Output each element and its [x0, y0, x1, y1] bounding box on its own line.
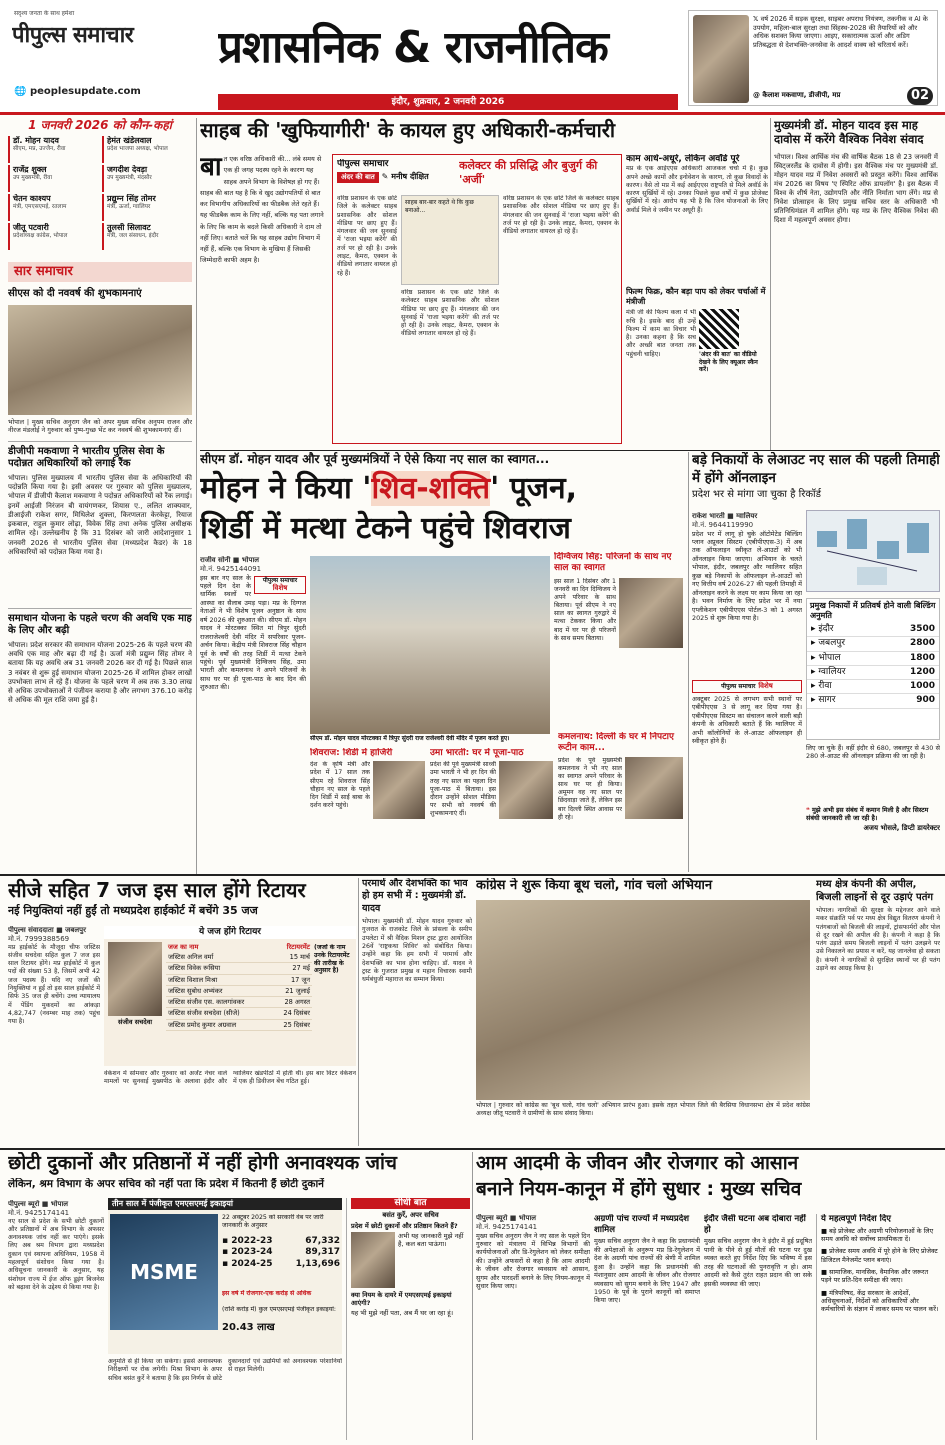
- cs-box-1-head: अग्रणी पांच राज्यों में मध्यप्रदेश शामिल: [594, 1214, 689, 1235]
- layout-subhead: प्रदेश भर से मांगा जा चुका है रिकॉर्ड: [692, 489, 821, 501]
- msme-story: [8, 1152, 470, 1440]
- saar-photo: [8, 305, 192, 415]
- who-where-name: चेतन काश्यप: [13, 194, 51, 203]
- judge-date: 25 दिसंबर: [272, 1019, 312, 1030]
- lead-divider: [688, 452, 689, 872]
- right-column-divider-top: [770, 118, 771, 450]
- cs-box-2: [704, 1214, 812, 1440]
- msme-byline: पीपुल्स ब्यूरो ■ भोपाल: [8, 1200, 69, 1208]
- judges-story: [8, 878, 356, 1146]
- cs-col-1: [476, 1214, 590, 1440]
- msme-chart-box: [108, 1198, 342, 1354]
- layout-note-box: [806, 806, 940, 870]
- cs-list-title: ये महत्वपूर्ण निर्देश दिए: [821, 1214, 891, 1224]
- list-item: ■ सामाजिक, मानसिक, वैमानिक और जरूरत पड़ने पर प्रति-दिन समीक्षा की जाए।: [821, 1267, 929, 1285]
- saar-body-2: भोपाल। पुलिस मुख्यालय में भारतीय पुलिस सेवा के अधिकारियों की पदोन्नति किया गया है। इसी अवसर पर गुरुवार को पुलिस मुख्यालय, भोपाल में डीजीपी कैलाश मकवाणा ने पदोन्नत अधिकारियों को रैंक लगाई। इनमें आईजी निरंजन बी वायंगणकर, शियास ए., ललित शाक्यवार, डीआईजी राकेश सगर, मिथिलेश शुक्ला, किरणलता केरकेट्टा, रियाज इकबाल, राहुल कुमार लोढ़ा, विवेक सिंह तथा अनेक पुलिस अधीक्षक शामिल रहे। उल्लेखनीय है कि 31 दिसंबर को जारी आदेशानुसार 1 जनवरी 2026 से भारतीय पुलिस सेवा (मध्यप्रदेश कैडर) के 18 अधिकारियों को पदोन्नत किया गया है।: [8, 473, 192, 556]
- msme-stat-row: [222, 1236, 340, 1247]
- lead-photo-caption: सीएम डॉ. मोहन यादव मोरटक्का में त्रिपुर सुंदरी राज राजेश्वरी देवी मंदिर में पूजन करते हुए।: [310, 735, 510, 742]
- judge-date: 15 मार्च: [272, 952, 312, 963]
- layout-brand: पीपुल्स समाचार: [721, 682, 756, 690]
- layout-byline: राकेश भारती ■ ग्वालियर: [692, 512, 758, 520]
- table-header-cell: रिटायरमेंट: [286, 943, 310, 951]
- top-story-side: [626, 154, 768, 448]
- lead-story: [200, 452, 684, 872]
- msme-label: MSME: [130, 1260, 198, 1284]
- msme-stat-note-2: (राशि करोड़ में) कुल एमएसएमई पंजीकृत इकाइयां:: [222, 1306, 336, 1313]
- top-story-body-a: त एक वरिष्ठ अधिकारी की... लंबे समय से एक ही जगह पदस्थ रहने के कारण यह साहब अपने विभाग के विशेषज्ञ हो गए हैं। साहब की बात यह है कि वे खुद उद्योगपतियों से बात कर विभागीय अधिकारियों का फीडबैक लेते रहते हैं। यह फीडबैक काम के लिए नहीं, बल्कि यह पता लगाने के लिए कि काम के बदले किसी अधिकारी ने दाम तो नहीं लिए। बताते चलें कि यह साहब उद्योग विभाग में नहीं हैं, बल्कि एक विभाग के मुखिया हैं जिसकी जिम्मेदारी काफी अहम है।: [200, 155, 324, 265]
- saar-body-3: भोपाल। प्रदेश सरकार की समाधान योजना 2025-26 के पहले चरण की अवधि एक माह और बढ़ा दी गई है। ऊर्जा मंत्री प्रद्युम्न सिंह तोमर ने बताया कि यह अवधि अब 31 जनवरी 2026 कर दी गई है। पिछले साल 3 नवंबर से शुरू हुई समाधान योजना 2025-26 में शामिल होकर लाखों उपभोक्ता लाभ ले रहे हैं। योजना के पहले चरण में अब तक 3.30 लाख से अधिक उपभोक्ताओं ने पंजीयन कराया है और लगभग 376.10 करोड़ से अधिक की मूल राशि जमा हुई है।: [8, 640, 192, 705]
- list-item: ■ बड़े प्रोजेक्ट और अग्रणी परियोजनाओं के लिए समय अवधि को सर्वोच्च प्राथमिकता दें।: [821, 1226, 934, 1243]
- top-story-headline: साहब की 'खुफियागीरी' के कायल हुए अधिकारी-कर्मचारी: [200, 118, 616, 142]
- judge-name: जस्टिस संजीव एस. कालगांवकर: [166, 997, 272, 1008]
- power-body: भोपाल। नागरिकों की सुरक्षा के मद्देनजर आने वाले मकर संक्रांति पर्व पर मध्य क्षेत्र विद्युत वितरण कंपनी ने पतंगबाजों को बिजली की लाइनों, ट्रांसफार्मरों और पोल से दूर रखने की अपील की है। कंपनी ने कहा है कि पतंग उड़ाते समय बिजली लाइनों में पतंग उलझने पर उसे निकालने का प्रयास न करें, यह जानलेवा हो सकता है। कंपनी ने नागरिकों से सुरक्षित स्थानों पर ही पतंग उड़ाने का आग्रह किया है।: [816, 907, 940, 973]
- cs-headline-1: आम आदमी के जीवन और रोजगार को आसान: [476, 1152, 799, 1174]
- cartoon: [401, 195, 499, 285]
- logo: पीपुल्स समाचार: [12, 23, 134, 48]
- digvijay-body: इस साल 1 दिसंबर और 1 जनवरी का दिन दिग्विजय ने अपने परिवार के साथ बिताया। पूर्व सीएम ने नए साल का स्वागत गुरुद्वारे में मत्था टेककर किया और बाद में घर पर ही परिजनों के साथ समय बिताया।: [554, 577, 616, 642]
- judge-name: जस्टिस अनिल वर्मा: [166, 952, 272, 963]
- power-headline: मध्य क्षेत्र कंपनी की अपील, बिजली लाइनों से दूर उड़ाएं पतंग: [816, 879, 934, 903]
- saar-headline-1: सीएस को दी नववर्ष की शुभकामनाएं: [8, 288, 142, 300]
- cm-invest-story: [774, 118, 938, 448]
- dropcap: बा: [200, 154, 222, 182]
- cs-box-2-body: मुख्य सचिव अनुराग जैन ने इंदौर में हुई प्रदूषित पानी के पीने से हुई मौतों की घटना पर दुख व्यक्त करते हुए निर्देश दिए कि भविष्य में इस तरह की घटनाओं की पुनरावृत्ति न हो। आम आदमी को कैसे तुरंत राहत प्रदान की जा सके इसकी व्यवस्था की जाए।: [704, 1237, 812, 1288]
- cs-box-1: [594, 1214, 700, 1440]
- table-cell-count: 1000: [881, 680, 939, 694]
- table-row: [807, 637, 939, 651]
- section-title: प्रशासनिक & राजनीतिक: [218, 22, 608, 73]
- who-where-item: [8, 136, 98, 163]
- judges-side-note: (जजों के नाम उनके रिटायरमेंट की तारीख के अनुसार है): [314, 944, 350, 975]
- mid-rule-1: [200, 450, 940, 451]
- judges-divider: [358, 878, 359, 1146]
- msme-stat-row: [222, 1247, 340, 1258]
- msme-col-1: [8, 1200, 104, 1440]
- layout-body-2: अक्टूबर 2025 से लगभग सभी स्थानों पर एबीपीएएस 3 से लागू कर दिया गया है। एबीपीएएस सिस्टम का संचालन करने वाली बड़ी कंपनी के अधिकारी बताते हैं कि ग्वालियर में अभी कॉलोनियों के ले-आउट ऑफलाइन ही स्वीकृत होने हैं।: [692, 694, 802, 746]
- judge-date: 27 मई: [272, 963, 312, 974]
- judge-date: 21 जुलाई: [272, 985, 312, 996]
- kamal-box: [558, 732, 684, 872]
- pen-icon: ✎: [381, 172, 389, 182]
- inside-body: वरिष्ठ प्रशासन के एक छोटे जिले के कलेक्टर साहब प्रशासनिक और सोशल मीडिया पर छाए हुए हैं। मंगलवार की जन सुनवाई में 'राजा भइया करेंगे' की तर्ज पर हो रही है। उनके लाइट, कैमरा, एक्शन के वीडियो लगातार वायरल हो रहे हैं।: [337, 195, 397, 277]
- shivraj-headline: शिवराज: शिर्डी में हाजिरी: [310, 748, 393, 758]
- judge-date: 24 दिसंबर: [272, 1008, 312, 1019]
- side-body-2: मंत्री जी की फिल्म कला में भी रुचि है। इसके बाद ही उन्हें फिल्म में काम का विचार भी है। उनका कहना है कि सच और अच्छी बात जनता तक पहुंचनी चाहिए।: [626, 309, 696, 358]
- qa-a1: अभी यह जानकारी मुझे नहीं है, कल बता पाऊंगा।: [398, 1231, 464, 1248]
- msme-stat-value: 67,332: [305, 1236, 340, 1246]
- digvijay-photo: [619, 578, 683, 648]
- table-row: [166, 985, 312, 996]
- lead-col-1: [200, 556, 306, 872]
- table-header-row: [166, 942, 312, 952]
- layout-brand-sub: विशेष: [758, 681, 773, 690]
- msme-body: नए साल से प्रदेश के सभी छोटी दुकानों और प्रतिष्ठानों में अब विभाग के अफसर अनावश्यक जांच नहीं कर पाएंगे। इसके लिए अब श्रम विभाग द्वारा मध्यप्रदेश दुकान एवं स्थापना अधिनियम, 1958 में महत्वपूर्ण संशोधन किया गया है। अधिसूचना जानकारी के अनुसार, यह संशोधन राज्य में ईज ऑफ डूइंग बिजनेस को बढ़ावा देने के उद्देश्य से किया गया है।: [8, 1217, 104, 1291]
- congress-headline: कांग्रेस ने शुरू किया बूथ चलो, गांव चलो अभियान: [476, 878, 713, 893]
- list-item: ■ प्रोजेक्ट समय अवधि में पूरे होने के लिए प्रोजेक्ट डिजिटल मैनेजमेंट प्लान बनाएं।: [821, 1247, 938, 1264]
- table-row: [807, 651, 939, 665]
- msme-body-2: अनुमति से ही किया जा सकेगा। इससे अनावश्यक निरीक्षणों पर रोक लगेगी। मिश्रा विभाग के अपर सचिव बसंत कुर्रे ने बताया है कि इस निर्णय से छोटे दुकानदारों एवं उद्यमियों को अनावश्यक परेशानियों से राहत मिलेगी।: [108, 1358, 342, 1382]
- lead-brand: पीपुल्स समाचार: [262, 576, 298, 584]
- msme-divider: [472, 1152, 473, 1440]
- msme-stat-year: ▪ 2024-25: [222, 1258, 273, 1269]
- inside-author: मनीष दीक्षित: [391, 172, 429, 182]
- qa-box: [346, 1198, 470, 1440]
- congress-photo: [476, 900, 810, 1100]
- judges-byline: पीपुल्स संवाददाता ■ जबलपुर: [8, 926, 86, 934]
- cm-invest-headline: मुख्यमंत्री डॉ. मोहन यादव इस माह दावोस में करेंगे वैश्विक निवेश संवाद: [774, 118, 924, 147]
- msme-stat-year: ▪ 2022-23: [222, 1236, 273, 1246]
- qa-q1: प्रदेश में छोटी दुकानों और प्रतिष्ठान कितने हैं?: [351, 1221, 458, 1230]
- judges-mobile: मो.नं. 7999388569: [8, 934, 70, 943]
- top-story-col-a: [200, 154, 328, 444]
- layout-headline: बड़े निकायों के लेआउट नए साल की पहली तिमाही में होंगे ऑनलाइन: [692, 452, 940, 486]
- qa-q2: क्या नियम के दायरे में एमएसएमई इकाइयां आएंगी?: [351, 1290, 452, 1307]
- judge-name: जस्टिस सुबोध अभ्यंकर: [166, 985, 272, 996]
- dgp-photo: [693, 15, 749, 103]
- cs-story: [476, 1152, 940, 1440]
- table-row: [166, 997, 312, 1008]
- who-where-item: [102, 136, 192, 163]
- who-where-box: [8, 118, 192, 256]
- who-where-name: प्रद्युम्न सिंह तोमर: [107, 194, 156, 203]
- cj-caption: संजीव सचदेवा: [117, 1018, 153, 1026]
- masthead: [0, 0, 945, 112]
- masthead-column: [688, 10, 938, 106]
- uma-body: प्रदेश की पूर्व मुख्यमंत्री साध्वी उमा भारती ने भी हर दिन की तरह नए साल का पहला दिन पूजा-पाठ में बिताया। इस दौरान उन्होंने सोशल मीडिया पर सभी को नववर्ष की शुभकामनाएं दीं।: [430, 761, 496, 818]
- msme-image: [110, 1214, 218, 1330]
- msme-stat-value: 89,317: [305, 1247, 340, 1258]
- shivraj-body: देश के कृषि मंत्री और प्रदेश में 17 साल तक सीएम रहे शिवराज सिंह चौहान नए साल के पहले दिन शिर्डी में साईं बाबा के दर्शन करने पहुंचे।: [310, 761, 370, 810]
- judge-date: 17 जून: [272, 974, 312, 985]
- judge-name: जस्टिस विशाल मिश्रा: [166, 974, 272, 985]
- who-where-place: मंत्री, जल संसाधन, इंदौर: [107, 233, 159, 239]
- layout-body: प्रदेश भर में लागू हो चुके ऑटोमेटेड बिल्डिंग प्लान अप्रूवल सिस्टम (एबीपीएएस-3) में अब तक ऑफलाइन स्वीकृत ले-आउटों को भी ऑनलाइन किया जाएगा। अभियान के चलते भोपाल, इंदौर, जबलपुर और ग्वालियर सहित कुछ बड़े निकायों के ऑफलाइन ले-आउटों को नए वित्तीय वर्ष 2026-27 की पहली तिमाही में ऑनलाइन करने के लक्ष्य पर काम किया जा रहा है। भवन निर्माण के लिए प्रदेश भर में नया एप्लीकेशन एबीपीएएस पोर्टल-3 को 1 अगस्त 2025 से शुरू किया गया है।: [692, 529, 802, 623]
- qa-photo: [351, 1232, 395, 1288]
- table-cell-count: 1800: [881, 651, 939, 665]
- building-table: [807, 623, 939, 709]
- table-cell-count: 3500: [881, 623, 939, 637]
- lead-headline-a: मोहन ने किया ': [200, 471, 372, 506]
- website: [14, 86, 204, 99]
- lead-brand-box: [254, 576, 306, 594]
- inside-tag: अंदर की बात: [337, 172, 379, 183]
- table-row: [166, 1019, 312, 1030]
- layout-diagram-svg: [807, 511, 940, 592]
- judge-name: जस्टिस संजीव सचदेवा (सीजे): [166, 1008, 272, 1019]
- who-where-list: [8, 136, 192, 250]
- inside-brand-block: [337, 159, 455, 189]
- qr-label: 'अंदर की बात' का वीडियो देखने के लिए क्यूआर स्कैन करें।: [699, 351, 758, 374]
- judge-name: जस्टिस प्रमोद कुमार अग्रवाल: [166, 1019, 272, 1030]
- who-where-place: प्रदेश भाजपा अध्यक्ष, भोपाल: [107, 146, 168, 152]
- layout-brand-box: [692, 680, 802, 693]
- side-headline-2: फिल्म फिक्र, कौन बड़ा पाप को लेकर चर्चाओं में मंत्रीजी: [626, 287, 766, 307]
- inside-body-mid: वरिष्ठ प्रशासन के एक छोटे जिले के कलेक्टर साहब प्रशासनिक और सोशल मीडिया पर छाए हुए हैं। मंगलवार की जन सुनवाई में 'राजा भइया करेंगे' की तर्ज पर हो रही है। उनके लाइट, कैमरा, एक्शन के वीडियो लगातार वायरल हो रहे हैं।: [401, 289, 499, 338]
- top-story: [200, 118, 768, 448]
- judges-table: [166, 942, 312, 1031]
- who-where-place: उप मुख्यमंत्री, मंदसौर: [107, 175, 152, 181]
- cs-list-box: [816, 1214, 940, 1440]
- msme-stat-note-1: इस वर्ष में रोजगार-एक करोड़ से अधिक: [222, 1290, 312, 1297]
- who-where-name: तुलसी सिलावट: [107, 223, 151, 232]
- layout-note: [806, 806, 940, 822]
- masthead-rule: [0, 112, 945, 115]
- lead-body: इस बार नए साल के पहले दिन देश के धार्मिक स्थलों पर आस्था का सैलाब उमड़ पड़ा। मप्र के दिग्गज नेताओं ने भी विशेष पूजन अनुष्ठान के साथ वर्ष 2026 की शुरुआत की। सीएम डॉ. मोहन यादव ने मोरटक्का स्थित मां त्रिपुर सुंदरी राजराजेश्वरी देवी मंदिर में सपरिवार पूजन-अर्चन किया। केंद्रीय मंत्री शिवराज सिंह चौहान पूर्व के वर्षों की तरह शिर्डी में मत्था टेकने पहुंचे। पूर्व मुख्यमंत्री दिग्विजय सिंह, उमा भारती और कमलनाथ ने अपने परिजनों के साथ घर पर ही पूजा-पाठ के बाद दिन की शुरुआत की।: [200, 573, 306, 692]
- judges-col-1: [8, 926, 100, 1146]
- who-where-item: [102, 223, 192, 250]
- cs-byline: पीपुल्स ब्यूरो ■ भोपाल: [476, 1214, 537, 1222]
- who-where-item: [102, 194, 192, 221]
- msme-chart-note: 22 अक्टूबर 2025 को सरकारी वेब पर जारी जानकारी के अनुसार: [222, 1214, 324, 1229]
- table-cell-city: ▸ सागर: [807, 694, 881, 708]
- table-cell-city: ▸ इंदौर: [807, 623, 881, 637]
- website-text: peoplesupdate.com: [29, 86, 141, 97]
- msme-subhead: लेकिन, श्रम विभाग के अपर सचिव को नहीं पता कि प्रदेश में कितनी हैं छोटी दुकानें: [8, 1178, 324, 1190]
- who-where-place: उप मुख्यमंत्री, रीवा: [13, 175, 52, 181]
- who-where-item: [8, 194, 98, 221]
- qa-a2: यह भी मुझे नहीं पता, अब मैं घर जा रहा हूं।: [351, 1309, 454, 1318]
- digvijay-box: [554, 552, 684, 728]
- kamal-body: प्रदेश के पूर्व मुख्यमंत्री कमलनाथ ने भी नए साल का स्वागत अपने परिवार के साथ घर पर ही किया। अमूमन वह नए साल पर छिंदवाड़ा जाते हैं, लेकिन इस बार दिल्ली स्थित आवास पर ही रहे।: [558, 756, 622, 821]
- cs-body: मुख्य सचिव अनुराग जैन ने नए साल के पहले दिन गुरुवार को मंत्रालय में विभिन्न विभागों की कार्ययोजनाओं और डि-रेगुलेशन को लेकर समीक्षा की। उन्होंने अफसरों से कहा है कि आम आदमी के जीवन और रोजगार व्यवसाय को आसान, सुगम और पारदर्शी बनाने के लिए नियम-कानून में सुधार किया जाए।: [476, 1231, 590, 1291]
- inside-story-box: [332, 154, 622, 444]
- who-where-place: मंत्री, ऊर्जा, ग्वालियर: [107, 204, 151, 210]
- uma-photo: [499, 761, 553, 819]
- msme-stat-value: 1,13,696: [295, 1258, 340, 1269]
- deshbhakti-body: भोपाल। मुख्यमंत्री डॉ. मोहन यादव गुरुवार को गुजरात के राजकोट जिले के प्रांसला के समीप उपलेटा में श्री वैदिक मिशन ट्रस्ट द्वारा आयोजित 26वें 'राष्ट्रकथा शिविर' को संबोधित किया। उन्होंने कहा कि हम सभी में परमार्थ और देशभक्ति का भाव होना चाहिए। डॉ. यादव ने ट्रस्ट के गुजरात प्रमुख व महान विचारक स्वामी धर्मबंधुजी महाराज का सम्मान किया।: [362, 918, 472, 984]
- lead-headline-2: शिर्डी में मत्था टेकने पहुंचे शिवराज: [200, 511, 571, 546]
- qr-code-icon: [699, 309, 739, 349]
- layout-col-1: [692, 512, 802, 872]
- shivraj-photo: [373, 761, 425, 819]
- judge-name: जस्टिस विवेक रूसिया: [166, 963, 272, 974]
- globe-icon: 🌐: [14, 86, 27, 97]
- msme-stat-year: ▪ 2023-24: [222, 1247, 273, 1258]
- table-row: [807, 680, 939, 694]
- side-body: मप्र के एक आईएएस अधिकारी आजकल चर्चा में हैं। कुछ अपने अच्छे कामों और इनोवेशन के कारण, तो कुछ विवादों के कारण। वैसे तो मप्र में कई आईएएस राष्ट्रपति से मिले अवॉर्ड के कारण सुर्खियों में रहे। उनका पिछले कुछ वर्षों में कुछ प्रोजेक्ट सुर्खियों में रहे। आरोप यह भी है कि जिन योजनाओं के लिए अवॉर्ड मिले वे जमीन पर अधूरी हैं।: [626, 165, 768, 214]
- table-cell-city: ▸ जबलपुर: [807, 637, 881, 651]
- dateline-bar: [218, 94, 678, 110]
- masthead-tagline: सदृश्य जनता के साथ हमेशा: [14, 10, 75, 17]
- msme-mobile: मो.नं. 9425174141: [8, 1208, 70, 1217]
- saar-title: सार समाचार: [8, 262, 192, 282]
- msme-stats: [222, 1236, 340, 1270]
- list-item: ■ मंत्रिपरिषद, केंद्र सरकार के आदेशों, अधिसूचनाओं, निर्देशों को अधिकारियों और कर्मचारियों के संज्ञान में लाकर समय पर पालन करें।: [821, 1288, 939, 1314]
- building-table-box: [806, 598, 940, 740]
- qa-person: बसंत कुर्रे, अपर सचिव: [382, 1211, 439, 1220]
- table-row: [807, 694, 939, 708]
- judges-body-2: वेकेशन में सोमवार और गुरुवार को अर्जेंट नेचर वाले मामलों पर सुनवाई मुख्यपीठ के अलावा इंदौर और ग्वालियर खंडपीठों में होती थी। इस बार विंटर वेकेशन में एक ही डिवीजन बेंच गठित हुई।: [104, 1070, 356, 1086]
- lead-mobile: मो.नं. 9425144091: [200, 564, 262, 573]
- who-where-item: [102, 165, 192, 192]
- who-where-name: डॉ. मोहन यादव: [13, 136, 59, 145]
- lead-headline-1: [200, 470, 684, 510]
- who-where-name: हेमंत खंडेलवाल: [107, 136, 152, 145]
- kamal-photo: [625, 757, 683, 819]
- lead-byline: राजीव सोनी ■ भोपाल: [200, 556, 260, 564]
- table-cell-count: 1200: [881, 665, 939, 679]
- inside-label: [337, 172, 455, 183]
- who-where-name: जगदीश देवड़ा: [107, 165, 148, 174]
- judges-body: मप्र हाईकोर्ट के मौजूदा चीफ जस्टिस संजीव सचदेवा सहित कुल 7 जज इस साल रिटायर होंगे। मप्र हाईकोर्ट में कुल पदों की संख्या 53 है, जिसमें अभी 42 जज पदस्थ हैं। यदि नए जजों की नियुक्तियां न हुईं तो इस साल हाईकोर्ट में सिर्फ 35 जज ही बचेंगे। उच्च न्यायालय में पेंडिंग मुकदमों का आंकड़ा 4,82,747 (नवम्बर माह तक) पहुंच गया है।: [8, 943, 100, 1026]
- who-where-place: मंत्री, एमएसएमई, रतलाम: [13, 204, 67, 210]
- who-where-name: राजेंद्र शुक्ल: [13, 165, 47, 174]
- digvijay-headline: दिग्विजय सिंह: परिजनों के साथ नए साल का स्वागत: [554, 552, 672, 574]
- cs-box-1-body: मुख्य सचिव अनुराग जैन ने कहा कि प्रधानमंत्री की अपेक्षाओं के अनुरूप मप्र डि-रेगुलेशन में देश के अग्रणी पांच राज्यों की श्रेणी में शामिल हुआ है। उन्होंने कहा कि प्रधानमंत्री की मंशानुसार आम आदमी के जीवन और रोजगार व्यवसाय को सुगम बनाने के लिए 1947 और 1950 के पूर्व के पुराने कानूनों को समाप्त किया जाए।: [594, 1237, 700, 1305]
- table-cell-city: ▸ भोपाल: [807, 651, 881, 665]
- left-column-divider: [196, 118, 197, 874]
- table-row: [166, 974, 312, 985]
- mid-rule-2: [0, 874, 945, 876]
- layout-diagram: [806, 510, 940, 592]
- cm-invest-body: भोपाल। विश्व आर्थिक मंच की वार्षिक बैठक 18 से 23 जनवरी में स्विट्जरलैंड के दावोस में होगी। इस वैश्विक मंच पर मुख्यमंत्री डॉ. मोहन यादव मप्र में निवेश अवसरों को प्रस्तुत करेंगे। विश्व आर्थिक मंच 2026 का विषय 'ए स्पिरिट ऑफ डायलॉग' है। इस बैठक में विश्व के शीर्ष नेता, उद्योगपति और नीति निर्माता भाग लेंगे। मप्र से निवेश प्रोत्साहन के लिए प्रमुख सचिव स्तर के अधिकारी भी प्रतिनिधिमंडल में शामिल होंगे। यह मप्र के लिए वैश्विक निवेश की दिशा में महत्वपूर्ण अवसर होगा।: [774, 152, 938, 224]
- qa-title: सीधी बात: [351, 1198, 470, 1209]
- layout-note-text: मुझे अभी इस संबंध में कमान मिली है और सिस्टम संबंधी जानकारी ली जा रही है।: [806, 806, 929, 822]
- judges-table-title: ये जज होंगे रिटायर: [104, 926, 356, 939]
- saar-headline-3: समाधान योजना के पहले चरण की अवधि एक माह के लिए और बढ़ी: [8, 608, 192, 638]
- who-where-place: प्रदेशाध्यक्ष कांग्रेस, भोपाल: [13, 233, 68, 239]
- column-author: @ कैलाश मकवाणा, डीजीपी, मप्र: [753, 91, 841, 99]
- saar-caption-1: भोपाल | मुख्य सचिव अनुराग जैन को अपर मुख्य सचिव अनुपम राजन और नीरज मंडलोई ने गुरुवार को पुष्प-गुच्छ भेंट कर नववर्ष की शुभकामनाएं दीं।: [8, 417, 192, 435]
- lead-headline-c: ' पूजन,: [490, 471, 578, 506]
- table-cell-city: ▸ रीवा: [807, 680, 881, 694]
- inside-body-right: वरिष्ठ प्रशासन के एक छोटे जिले के कलेक्टर साहब प्रशासनिक और सोशल मीडिया पर छाए हुए हैं। मंगलवार की जन सुनवाई में 'राजा भइया करेंगे' की तर्ज पर हो रही है। उनके लाइट, कैमरा, एक्शन के वीडियो लगातार वायरल हो रहे हैं।: [503, 195, 619, 236]
- inside-sub-headline: कलेक्टर की प्रसिद्धि और बुजुर्ग की 'अर्जी': [459, 159, 598, 186]
- lead-headline-highlight: शिव-शक्ति: [371, 471, 491, 506]
- msme-chart-title: तीन साल में पंजीकृत एमएसएमई इकाइयां: [108, 1198, 342, 1210]
- table-cell-city: ▸ ग्वालियर: [807, 665, 881, 679]
- judges-subhead: नई नियुक्तियां नहीं हुईं तो मध्यप्रदेश हाईकोर्ट में बचेंगे 35 जज: [8, 904, 258, 917]
- saar-section: [8, 262, 192, 872]
- table-cell-count: 900: [881, 694, 939, 708]
- who-where-name: जीतू पटवारी: [13, 223, 49, 232]
- cs-list: [821, 1227, 940, 1314]
- table-header-cell: जज का नाम: [168, 943, 199, 951]
- quote-icon: ❝: [806, 806, 812, 814]
- cs-box-2-head: इंदौर जैसी घटना अब दोबारा नहीं हो: [704, 1214, 806, 1235]
- cs-headline-2: बनाने नियम-कानून में होंगे सुधार : मुख्य सचिव: [476, 1178, 802, 1200]
- side-headline: काम आधे-अधूरे, लेकिन अवॉर्ड पूरे: [626, 154, 740, 164]
- who-where-item: [8, 223, 98, 250]
- qr-block: [699, 309, 767, 399]
- judges-headline: सीजे सहित 7 जज इस साल होंगे रिटायर: [8, 878, 306, 902]
- inside-brand: पीपुल्स समाचार: [337, 159, 389, 169]
- column-body: वर्ष 2026 में सड़क सुरक्षा, साइबर अपराध नियंत्रण, तकनीक व AI के उपयोग, महिला-बाल सुरक्षा तथा सिंहस्थ-2028 की तैयारियों को और अधिक सशक्त किया जाएगा। आइए, सकारात्मक ऊर्जा और अडिग प्रतिबद्धता से देशभक्ति-जनसेवा के आदर्श वाक्य को चरितार्थ करें।: [753, 15, 928, 49]
- cj-photo: [108, 942, 162, 1016]
- page-number: 02: [907, 87, 933, 105]
- table-row: [807, 665, 939, 679]
- dateline: इंदौर, शुक्रवार, 2 जनवरी 2026: [391, 97, 505, 107]
- layout-story: [692, 452, 940, 872]
- deshbhakti-story: [362, 878, 472, 1146]
- msme-stat-total: 20.43 लाख: [222, 1322, 275, 1333]
- congress-caption: भोपाल | गुरुवार को कांग्रेस का 'बूथ चलो, गांव चलो' अभियान प्रारंभ हुआ। इसके तहत भोपाल जिले की बैरसिया विधानसभा क्षेत्र में प्रदेश कांग्रेस अध्यक्ष जीतू पटवारी ने ग्रामीणों के साथ संवाद किया।: [476, 1102, 810, 1118]
- judges-table-box: [104, 926, 356, 1066]
- layout-mobile: मो.नं. 9644119990: [692, 520, 754, 529]
- shivraj-box: [310, 748, 426, 872]
- uma-box: [430, 748, 554, 872]
- msme-stat-row: [222, 1259, 340, 1270]
- who-where-title: 1 जनवरी 2026 को कौन-कहां: [28, 118, 172, 132]
- cs-mobile: मो.नं. 9425174141: [476, 1222, 538, 1231]
- table-row: [807, 623, 939, 637]
- power-story: [816, 878, 940, 1146]
- cartoon-speech: साहब बार-बार कहते थे कि कुछ बनाओ...: [405, 199, 474, 214]
- uma-headline: उमा भारती: घर में पूजा-पाठ: [430, 748, 524, 758]
- x-icon: 𝕏: [753, 15, 761, 23]
- mid-rule-3: [0, 1148, 945, 1150]
- saar-headline-2: डीजीपी मकवाणा ने भारतीय पुलिस सेवा के पदोन्नत अधिकारियों को लगाई रैंक: [8, 441, 192, 471]
- lead-brand-sub: विशेष: [272, 584, 288, 592]
- msme-headline: छोटी दुकानों और प्रतिष्ठानों में नहीं होगी अनावश्यक जांच: [8, 1152, 397, 1174]
- deshbhakti-headline: परमार्थ और देशभक्ति का भाव हो हम सभी में : मुख्यमंत्री डॉ. यादव: [362, 878, 468, 914]
- who-where-item: [8, 165, 98, 192]
- layout-note-author: अजय भोसले, डिप्टी डायरेक्टर: [863, 824, 940, 832]
- table-row: [166, 952, 312, 963]
- lead-kicker: सीएम डॉ. मोहन यादव और पूर्व मुख्यमंत्रियों ने ऐसे किया नए साल का स्वागत...: [200, 452, 550, 466]
- who-where-place: सीएम, मप्र, उज्जैन, रीवा: [13, 146, 66, 152]
- table-cell-count: 2800: [881, 637, 939, 651]
- lead-photo: [310, 556, 550, 734]
- kamal-headline: कमलनाथ: दिल्ली के घर में निपटाए रूटीन काम...: [558, 732, 674, 754]
- layout-body-3: लिए जा चुके हैं। वहीं इंदौर से 680, जबलपुर से 430 से 280 ले-आउट की ऑनलाइन प्रक्रिया की जा रही है।: [806, 744, 940, 761]
- column-text: [753, 15, 935, 85]
- building-table-title: प्रमुख निकायों में प्रतिवर्ष होने वाली बिल्डिंग अनुमति: [810, 601, 936, 620]
- table-row: [166, 1008, 312, 1019]
- judge-date: 28 अगस्त: [272, 997, 312, 1008]
- table-row: [166, 963, 312, 974]
- congress-story: [476, 878, 810, 1146]
